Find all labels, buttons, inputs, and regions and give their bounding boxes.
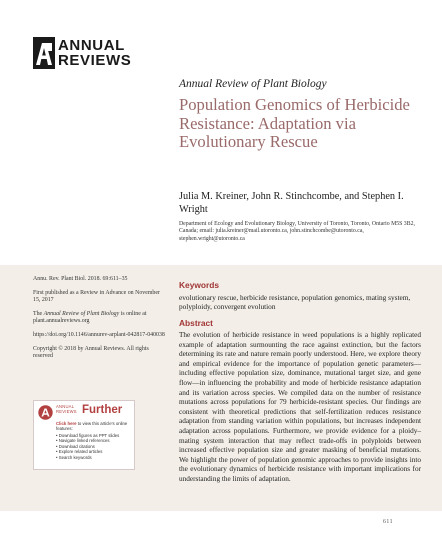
publication-date: First published as a Review in Advance on November 15, 2017 <box>33 289 160 304</box>
doi-link[interactable]: https://doi.org/10.1146/annurev-arplant-042817-040038 <box>33 331 165 338</box>
list-item[interactable]: • Explore related articles <box>56 449 119 454</box>
author-list: Julia M. Kreiner, John R. Stinchcombe, and Stephen I. Wright <box>179 191 404 215</box>
ar-logo-icon <box>33 37 55 69</box>
further-title: Further <box>82 404 123 416</box>
journal-name: Annual Review of Plant Biology <box>179 78 327 90</box>
list-item[interactable]: • Download citations <box>56 444 119 449</box>
logo-line-2: REVIEWS <box>58 52 132 69</box>
article-title: Population Genomics of Herbicide Resistance: Adaptation via Evolutionary Rescue <box>179 95 410 151</box>
citation: Annu. Rev. Plant Biol. 2018. 69:611–35 <box>33 276 128 282</box>
keywords-heading: Keywords <box>179 280 220 290</box>
ar-logo-icon <box>38 405 53 420</box>
abstract-text: The evolution of herbicide resistance in weed populations is a highly replicated example of adaptation surmounting the race against extinction, but the factors determining its rate and nature remain poorly understood. Here, we explore theory and empirical evidence for the importance of population genetic parameters—including effective population size, dominance, mutational target size, and gene flow—in influencing the probability and mode of herbicide resistance adaptation and its variation across species. We compiled data on the number of resistance mutations across populations for 79 herbicide-resistant species. Our findings are consistent with theoretical predictions that self-fertilization reduces resistance adaptation from standing variation within populations, but increases independent adaptation across populations. Furthermore, we provide evidence for a ploidy–mating system interaction that may reflect trade-offs in polyploids between increased effective population size and greater masking of beneficial mutations. We highlight the power of population genomic approaches to provide insights into the evolutionary dynamics of herbicide resistance with important implications for understanding the limits of adaptation. <box>179 331 421 483</box>
further-box[interactable] <box>33 400 135 470</box>
further-feature-list <box>56 433 119 460</box>
annual-reviews-logo[interactable] <box>33 37 153 69</box>
abstract-heading: Abstract <box>179 318 213 328</box>
author-affiliation: Department of Ecology and Evolutionary Biology, University of Toronto, Toronto, Ontario M5S 3B2, Canada; email: julia.kreiner@mail.utoronto.ca, john.stinchcombe@utoronto.ca, stephen.wright@utoronto.ca <box>179 221 415 242</box>
page-number: 611 <box>383 519 393 525</box>
list-item[interactable]: • Navigate linked references <box>56 438 119 443</box>
copyright: Copyright © 2018 by Annual Reviews. All rights reserved <box>33 345 149 360</box>
list-item[interactable]: • Search keywords <box>56 455 119 460</box>
online-note: The Annual Review of Plant Biology is online at plant.annualreviews.org <box>33 310 147 325</box>
list-item[interactable]: • Download figures as PPT slides <box>56 433 119 438</box>
logo-line-1: ANNUAL <box>58 37 125 54</box>
article-info-sidebar <box>33 276 166 367</box>
further-small-logo: ANNUAL REVIEWS <box>56 404 77 414</box>
click-here-link[interactable]: Click here <box>56 421 77 426</box>
keywords-text: evolutionary rescue, herbicide resistance, population genomics, mating system, polyploidy, convergent evolution <box>179 293 411 312</box>
further-description: Click here to view this article's online features: <box>56 421 128 432</box>
